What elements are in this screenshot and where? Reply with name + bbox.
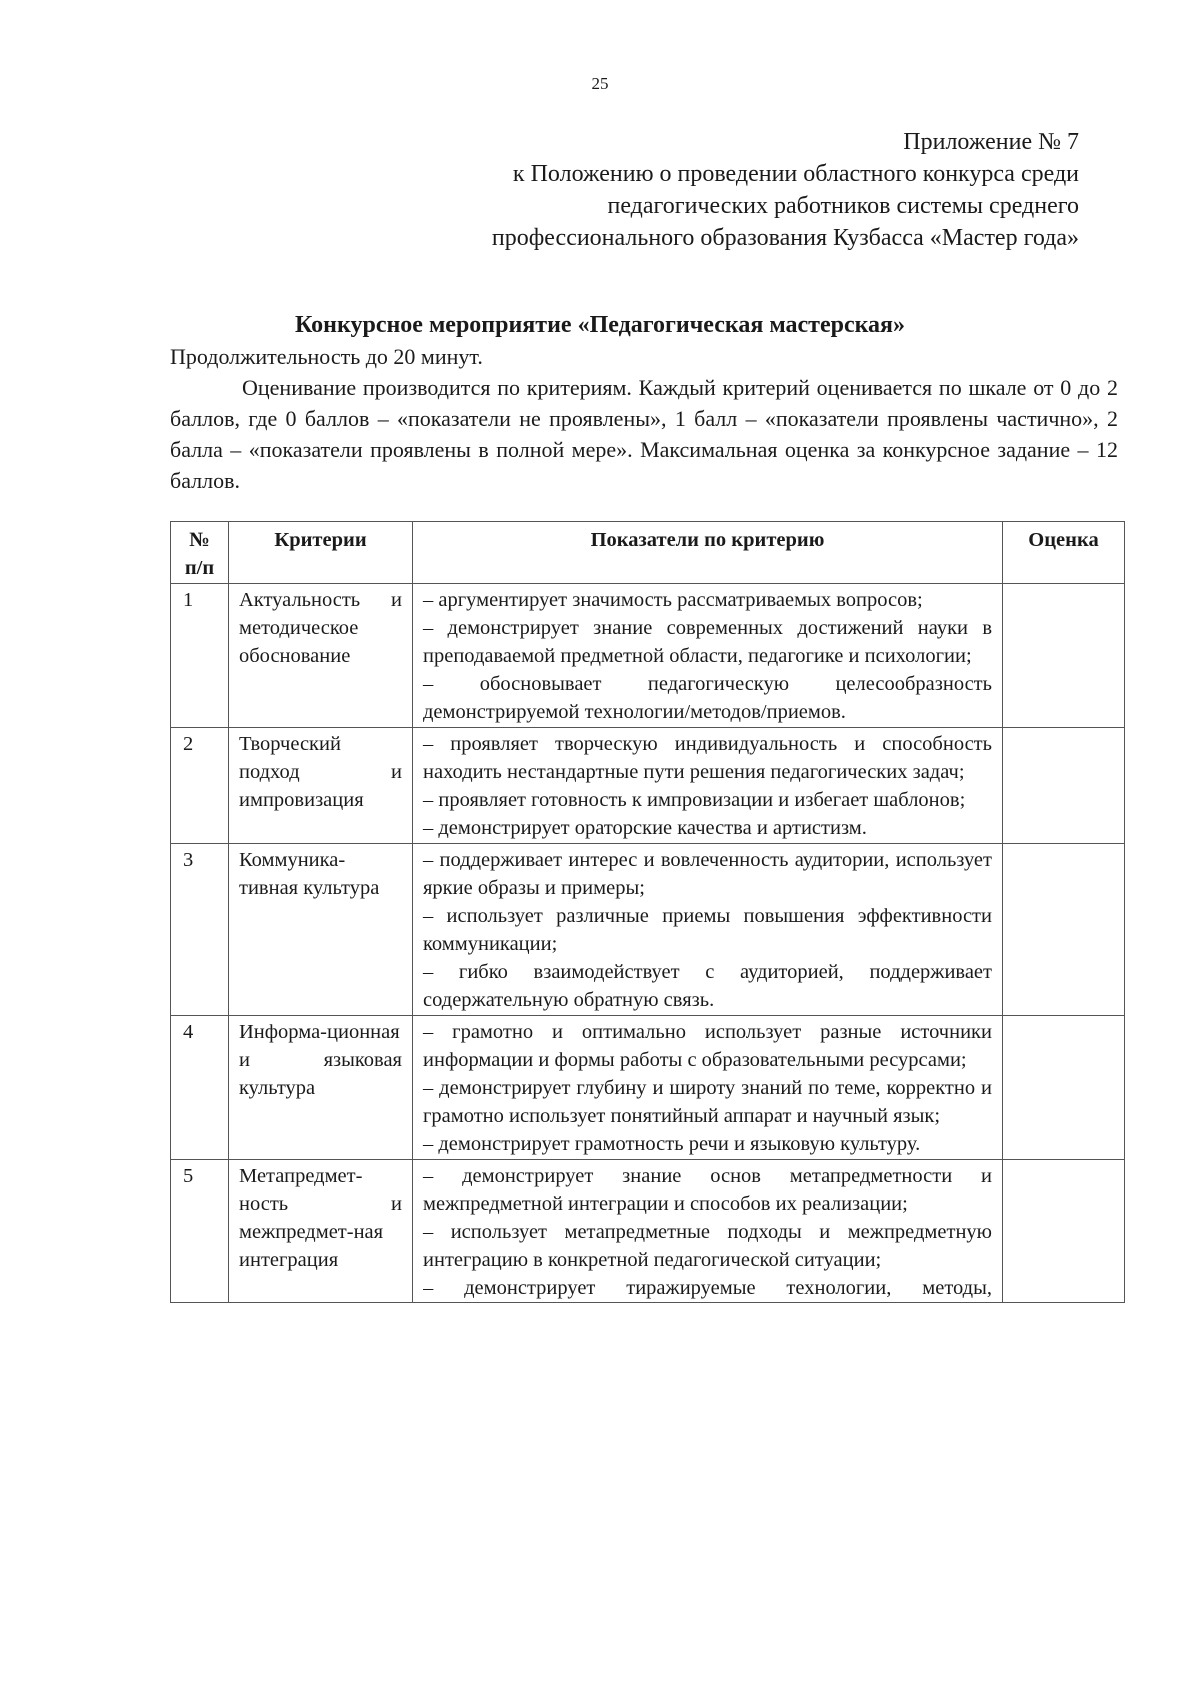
indicator-item: – демонстрирует грамотность речи и языковую культуру. <box>423 1133 921 1155</box>
table-row <box>171 1160 1125 1303</box>
duration-text: Продолжительность до 20 минут. <box>170 344 483 369</box>
row-score <box>1003 844 1125 1016</box>
row-num: 4 <box>171 1016 229 1160</box>
indicator-item: – гибко взаимодействует с аудиторией, поддерживает содержательную обратную связь. <box>423 961 992 1011</box>
event-title: Конкурсное мероприятие «Педагогическая мастерская» <box>294 312 906 338</box>
header-criteria: Критерии <box>229 522 413 584</box>
row-num: 1 <box>171 584 229 728</box>
row-indicators <box>413 844 1003 1016</box>
appendix-line: педагогических работников системы среднего <box>607 193 1079 219</box>
row-num: 5 <box>171 1160 229 1303</box>
row-criterion: Коммуника-тивная культура <box>229 844 413 1016</box>
indicator-item: – демонстрирует знание современных достижений науки в преподаваемой предметной области, педагогике и психологии; <box>423 617 992 667</box>
evaluation-text: Оценивание производится по критериям. Каждый критерий оценивается по шкале от 0 до 2 баллов, где 0 баллов – «показатели не проявлены», 1 балл – «показатели проявлены частично», 2 балла – «показатели проявлены в полной мере». Максимальная оценка за конкурсное задание – 12 баллов. <box>170 375 1118 493</box>
indicator-item: – демонстрирует ораторские качества и артистизм. <box>423 817 867 839</box>
indicator-item: – демонстрирует глубину и широту знаний по теме, корректно и грамотно использует понятийный аппарат и научный язык; <box>423 1077 992 1127</box>
row-criterion: Творческий подход и импровизация <box>229 728 413 844</box>
row-criterion: Метапредмет-ность и межпредмет-ная интеграция <box>229 1160 413 1303</box>
header-score: Оценка <box>1003 522 1125 584</box>
indicator-item: – демонстрирует тиражируемые технологии, методы, <box>423 1277 992 1299</box>
row-score <box>1003 1160 1125 1303</box>
table-row <box>171 584 1125 728</box>
header-num: № п/п <box>171 522 229 584</box>
header-indicators: Показатели по критерию <box>413 522 1003 584</box>
row-criterion: Информа-ционная и языковая культура <box>229 1016 413 1160</box>
page-number: 25 <box>591 74 609 93</box>
appendix-header <box>492 126 1079 254</box>
row-indicators <box>413 1160 1003 1303</box>
indicator-item: – проявляет творческую индивидуальность и способность находить нестандартные пути решения педагогических задач; <box>423 733 992 783</box>
indicator-item: – проявляет готовность к импровизации и избегает шаблонов; <box>423 789 966 811</box>
table-header-row <box>171 522 1125 584</box>
table-row <box>171 844 1125 1016</box>
appendix-line: профессионального образования Кузбасса «Мастер года» <box>491 225 1079 251</box>
indicator-item: – грамотно и оптимально использует разные источники информации и формы работы с образовательными ресурсами; <box>423 1021 992 1071</box>
row-score <box>1003 1016 1125 1160</box>
indicator-item: – аргументирует значимость рассматриваемых вопросов; <box>423 589 923 611</box>
appendix-line: к Положению о проведении областного конкурса среди <box>512 161 1079 187</box>
row-num: 3 <box>171 844 229 1016</box>
row-score <box>1003 728 1125 844</box>
intro-text <box>170 341 1118 496</box>
indicator-item: – обосновывает педагогическую целесообразность демонстрируемой технологии/методов/приемов. <box>423 673 992 723</box>
row-score <box>1003 584 1125 728</box>
row-indicators <box>413 584 1003 728</box>
row-criterion: Актуальность и методическое обоснование <box>229 584 413 728</box>
appendix-line: Приложение № 7 <box>903 129 1079 155</box>
row-indicators <box>413 728 1003 844</box>
row-num: 2 <box>171 728 229 844</box>
indicator-item: – поддерживает интерес и вовлеченность аудитории, использует яркие образы и примеры; <box>423 849 992 899</box>
table-row <box>171 728 1125 844</box>
indicator-item: – использует метапредметные подходы и межпредметную интеграцию в конкретной педагогической ситуации; <box>423 1221 992 1271</box>
table-row <box>171 1016 1125 1160</box>
row-indicators <box>413 1016 1003 1160</box>
indicator-item: – демонстрирует знание основ метапредметности и межпредметной интеграции и способов их реализации; <box>423 1165 992 1215</box>
criteria-table <box>170 521 1125 1303</box>
indicator-item: – использует различные приемы повышения эффективности коммуникации; <box>423 905 992 955</box>
